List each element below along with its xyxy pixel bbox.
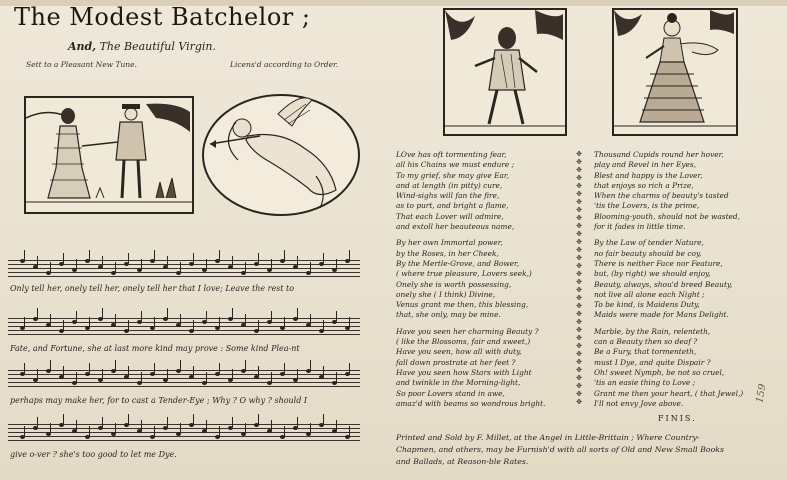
music-note-stem	[297, 369, 298, 379]
verse-line: that, she only, may be mine.	[396, 310, 501, 320]
music-note-stem	[24, 426, 25, 436]
verse-line: no fair beauty should be coy,	[594, 248, 702, 258]
verse-line: Have you seen her charming Beauty ?	[396, 326, 539, 336]
divider-ornament: ✥	[576, 334, 582, 342]
music-note-stem	[128, 366, 129, 376]
music-note-stem	[310, 314, 311, 324]
verse-line: Onely she is worth possessing,	[396, 279, 512, 289]
music-note-stem	[193, 366, 194, 376]
music-note-stem	[141, 420, 142, 430]
music-note-stem	[76, 311, 77, 321]
music-note-stem	[24, 317, 25, 327]
music-note-stem	[180, 360, 181, 370]
verse-line: Grant me then your heart, ( that Jewel,)	[594, 388, 744, 398]
music-note-stem	[323, 320, 324, 330]
verse-line: 'tis an easie thing to Love ;	[594, 378, 696, 388]
music-note-stem	[180, 262, 181, 272]
music-note-stem	[180, 423, 181, 433]
verse-line: ( like the Blossoms, fair and sweet,)	[396, 337, 531, 347]
music-note-stem	[323, 414, 324, 424]
music-note-stem	[271, 259, 272, 269]
imprint-line: Printed and Sold by F. Millet, at the Angel in Little-Brittain ; Where Country-	[396, 433, 700, 442]
music-note-stem	[167, 256, 168, 266]
verse-line: By her own Immortal power,	[396, 238, 503, 248]
ballad-subtitle	[68, 40, 216, 53]
music-note-stem	[115, 314, 116, 324]
music-note-stem	[297, 308, 298, 318]
imprint-line: Chapmen, and others, may be Furnish'd with all sorts of Old and New Small Books	[396, 445, 725, 454]
music-note-stem	[323, 366, 324, 376]
divider-ornament: ✥	[576, 198, 582, 206]
music-note-stem	[271, 372, 272, 382]
music-note-stem	[232, 256, 233, 266]
music-note-stem	[336, 311, 337, 321]
music-note-stem	[284, 317, 285, 327]
verse-column-right	[594, 150, 743, 409]
verse-line: but, (by right) we should enjoy,	[594, 269, 711, 279]
music-note-stem	[310, 360, 311, 370]
imprint-line: and Ballads, at Reason-ble Rates.	[396, 457, 529, 466]
divider-ornament: ✥	[576, 374, 582, 382]
verse-line: So poor Lovers stand in awe,	[396, 388, 505, 398]
woodcut-couple-image	[24, 96, 194, 214]
divider-ornament: ✥	[576, 342, 582, 350]
divider-ornament: ✥	[576, 358, 582, 366]
music-note-stem	[115, 360, 116, 370]
music-note-stem	[141, 259, 142, 269]
music-note-stem	[180, 314, 181, 324]
music-note-stem	[258, 414, 259, 424]
music-note-stem	[50, 360, 51, 370]
music-note-stem	[37, 308, 38, 318]
verse-line: By the Law of tender Nature,	[594, 238, 704, 248]
music-note-stem	[206, 372, 207, 382]
music-note-stem	[219, 363, 220, 373]
music-note-stem	[193, 253, 194, 263]
music-note-stem	[297, 417, 298, 427]
verse-line: Have you seen, how all with duty,	[396, 347, 522, 357]
music-lyric-2: Fate, and Fortune, she at last more kind may prove : Some kind Plea-nt	[10, 344, 300, 353]
music-note-stem	[271, 311, 272, 321]
ornamental-divider	[574, 150, 584, 412]
verse-line: and at length (in pitty) cure,	[396, 180, 503, 190]
music-note-stem	[128, 320, 129, 330]
music-note-stem	[102, 256, 103, 266]
verse-line: 'tis the Lovers, is the prime,	[594, 201, 700, 211]
verse-line: Blest and happy is the Lover,	[594, 170, 703, 180]
divider-ornament: ✥	[576, 222, 582, 230]
music-note-stem	[37, 369, 38, 379]
music-note-stem	[310, 262, 311, 272]
music-note-stem	[63, 320, 64, 330]
music-note-stem	[24, 250, 25, 260]
music-note-stem	[206, 311, 207, 321]
subtitle-rest: The Beautiful Virgin.	[99, 40, 217, 53]
music-note-stem	[219, 426, 220, 436]
music-note-stem	[193, 414, 194, 424]
verse-line: onely she ( I think) Divine,	[396, 289, 496, 299]
music-note-stem	[206, 420, 207, 430]
music-note-stem	[89, 250, 90, 260]
music-lyric-4: give o-ver ? she's too good to let me Dye.	[10, 450, 177, 459]
divider-ornament: ✥	[576, 214, 582, 222]
verse-line: I'll not envy Jove above.	[594, 398, 684, 408]
finis-label: FINIS.	[658, 414, 697, 423]
music-note-stem	[24, 363, 25, 373]
music-note-stem	[336, 420, 337, 430]
music-note-stem	[63, 253, 64, 263]
woodcut-man-image	[443, 8, 567, 136]
music-note-stem	[245, 423, 246, 433]
subtitle-prefix: And,	[68, 40, 97, 53]
music-note-stem	[258, 320, 259, 330]
music-note-stem	[167, 369, 168, 379]
music-note-stem	[102, 417, 103, 427]
music-note-stem	[63, 414, 64, 424]
music-note-stem	[232, 417, 233, 427]
music-note-stem	[206, 259, 207, 269]
music-note-stem	[141, 311, 142, 321]
music-note-stem	[167, 308, 168, 318]
woodcut-cupid-image	[200, 92, 362, 218]
music-note-stem	[37, 256, 38, 266]
verse-line: by the Roses, in her Cheek,	[396, 248, 499, 258]
divider-ornament: ✥	[576, 310, 582, 318]
music-note-stem	[219, 250, 220, 260]
verse-line: Venus grant me then, this blessing,	[396, 300, 529, 310]
divider-ornament: ✥	[576, 270, 582, 278]
music-note-stem	[102, 308, 103, 318]
music-note-stem	[232, 308, 233, 318]
music-note-stem	[50, 262, 51, 272]
music-note-stem	[89, 426, 90, 436]
divider-ornament: ✥	[576, 366, 582, 374]
divider-ornament: ✥	[576, 190, 582, 198]
music-note-stem	[89, 317, 90, 327]
music-note-stem	[76, 420, 77, 430]
music-note-stem	[50, 314, 51, 324]
music-note-stem	[284, 426, 285, 436]
tune-line: Sett to a Pleasant New Tune.	[26, 60, 137, 69]
verse-line: Marble, by the Rain, relenteth,	[594, 326, 711, 336]
divider-ornament: ✥	[576, 254, 582, 262]
licence-line: Licens'd according to Order.	[230, 60, 339, 69]
music-staff-2	[8, 318, 360, 338]
verse-line: Thousand Cupids round her hover,	[594, 150, 724, 159]
music-note-stem	[128, 253, 129, 263]
verse-line: When the charms of beauty's tasted	[594, 191, 729, 201]
music-note-stem	[245, 262, 246, 272]
divider-ornament: ✥	[576, 238, 582, 246]
music-note-stem	[63, 366, 64, 376]
music-note-stem	[50, 423, 51, 433]
music-note-stem	[297, 256, 298, 266]
divider-ornament: ✥	[576, 262, 582, 270]
divider-ornament: ✥	[576, 206, 582, 214]
divider-ornament: ✥	[576, 246, 582, 254]
music-note-stem	[89, 363, 90, 373]
music-note-stem	[141, 372, 142, 382]
divider-ornament: ✥	[576, 390, 582, 398]
verse-line: must I Dye, and quite Dispair ?	[594, 357, 711, 367]
verse-line: not live all alone each Night ;	[594, 289, 705, 299]
music-note-stem	[154, 363, 155, 373]
verse-line: and twinkle in the Morning-light,	[396, 378, 521, 388]
music-note-stem	[323, 253, 324, 263]
music-note-stem	[245, 314, 246, 324]
verse-line: Maids were made for Mans Delight.	[594, 310, 729, 320]
verse-line: as to purt, and bright a flame,	[396, 201, 509, 211]
music-note-stem	[284, 250, 285, 260]
music-note-stem	[193, 320, 194, 330]
divider-ornament: ✥	[576, 294, 582, 302]
music-note-stem	[310, 423, 311, 433]
verse-line: fall down prostrate at her feet ?	[396, 357, 516, 367]
divider-ornament: ✥	[576, 286, 582, 294]
divider-ornament: ✥	[576, 166, 582, 174]
divider-ornament: ✥	[576, 158, 582, 166]
verse-line: amaz'd with beams so wondrous bright.	[396, 398, 546, 408]
verse-line: can a Beauty then so deaf ?	[594, 337, 698, 347]
verse-column-left	[396, 150, 545, 409]
ballad-title: The Modest Batchelor ;	[14, 3, 311, 31]
verse-line: Wind-sighs will fan the fire,	[396, 191, 500, 201]
verse-line: That each Lover will admire,	[396, 211, 504, 221]
music-note-stem	[128, 414, 129, 424]
music-staff-3	[8, 370, 360, 390]
verse-line: and extoll her beauteous name,	[396, 222, 515, 232]
music-note-stem	[349, 250, 350, 260]
verse-line: Be a Fury, that tormenteth,	[594, 347, 697, 357]
verse-line: Have you seen how Stars with Light	[396, 367, 532, 377]
music-lyric-1: Only tell her, onely tell her, onely tell her that I love; Leave the rest to	[10, 284, 295, 293]
verse-line: There is neither Face nor Feature,	[594, 258, 723, 268]
verse-line: Oh! sweet Nymph, be not so cruel,	[594, 367, 725, 377]
divider-ornament: ✥	[576, 278, 582, 286]
verse-line: play and Revel in her Eyes,	[594, 160, 697, 170]
divider-ornament: ✥	[576, 302, 582, 310]
music-note-stem	[219, 317, 220, 327]
music-note-stem	[336, 372, 337, 382]
verse-line: To be kind, is Maidens Duty,	[594, 300, 700, 310]
music-note-stem	[258, 253, 259, 263]
music-note-stem	[102, 369, 103, 379]
music-note-stem	[154, 426, 155, 436]
music-lyric-3: perhaps may make her, for to cast a Tender-Eye ; Why ? O why ? should I	[10, 396, 308, 405]
divider-ornament: ✥	[576, 350, 582, 358]
music-note-stem	[258, 366, 259, 376]
music-note-stem	[245, 360, 246, 370]
divider-ornament: ✥	[576, 326, 582, 334]
verse-line: By the Mertle-Grove, and Bower,	[396, 258, 520, 268]
divider-ornament: ✥	[576, 318, 582, 326]
music-note-stem	[76, 372, 77, 382]
music-note-stem	[284, 363, 285, 373]
verse-line: all his Chains we must endure ;	[396, 160, 515, 170]
divider-ornament: ✥	[576, 230, 582, 238]
verse-line: for it fades in little time.	[594, 222, 686, 232]
page-number: 159	[754, 383, 769, 404]
divider-ornament: ✥	[576, 382, 582, 390]
music-note-stem	[115, 423, 116, 433]
imprint-block	[396, 432, 786, 468]
verse-line: To my grief, she may give Ear,	[396, 170, 509, 180]
divider-ornament: ✥	[576, 398, 582, 406]
divider-ornament: ✥	[576, 174, 582, 182]
music-note-stem	[349, 426, 350, 436]
music-note-stem	[154, 317, 155, 327]
music-note-stem	[115, 262, 116, 272]
verse-line: LOve has oft tormenting fear,	[396, 150, 507, 159]
music-note-stem	[271, 420, 272, 430]
verse-line: that enjoys so rich a Prize,	[594, 180, 694, 190]
verse-line: Blooming-youth, should not be wasted,	[594, 211, 741, 221]
music-note-stem	[336, 259, 337, 269]
divider-ornament: ✥	[576, 182, 582, 190]
verse-line: ( where true pleasure, Lovers seek,)	[396, 269, 532, 279]
verse-line: Beauty, always, shou'd breed Beauty,	[594, 279, 733, 289]
woodcut-lady-image	[612, 8, 738, 136]
music-note-stem	[349, 363, 350, 373]
divider-ornament: ✥	[576, 150, 582, 158]
music-note-stem	[349, 317, 350, 327]
music-note-stem	[154, 250, 155, 260]
music-note-stem	[167, 417, 168, 427]
music-note-stem	[76, 259, 77, 269]
music-note-stem	[37, 417, 38, 427]
music-note-stem	[232, 369, 233, 379]
